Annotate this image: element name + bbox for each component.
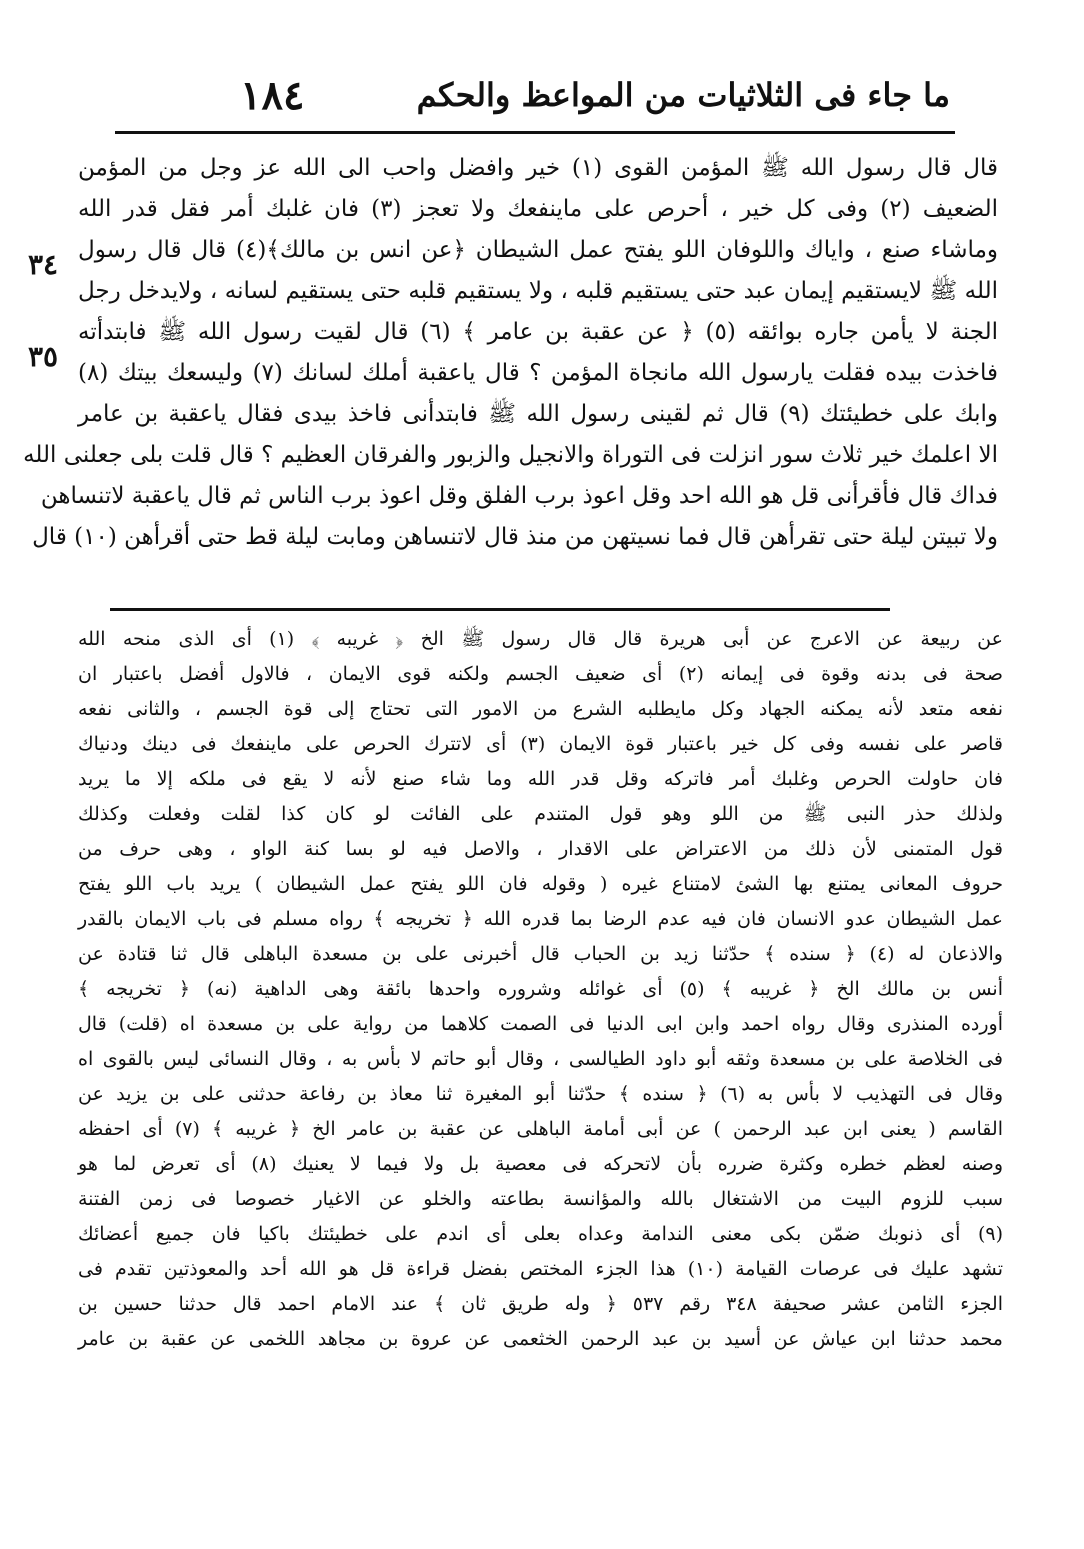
footnote-separator (110, 608, 890, 611)
page-header (240, 70, 950, 120)
header-rule (115, 131, 955, 134)
hadith-number: ٣٥ (28, 340, 59, 373)
footnote-line: قاصر على نفسه وفى كل خير باعتبار قوة الايمان (٣) أى لاتترك الحرص على ماينفعك فى دينك ودنياك (78, 733, 1003, 755)
text-line: قال قال رسول الله ﷺ المؤمن القوى (١) خير وافضل واحب الى الله عز وجل من المؤمن (78, 155, 999, 181)
text-line: الجنة لا يأمن جاره بوائقه (٥) ﴿ عن عقبة بن عامر ﴾ (٦) قال لقيت رسول الله ﷺ فابتدأته (78, 319, 999, 345)
footnote-line: الجزء الثامن عشر صحيفة ٣٤٨ رقم ٥٣٧ ﴿ وله طريق ثان ﴾ عند الامام احمد قال حدثنا حسين بن (78, 1293, 1003, 1315)
footnote-line: وصنه لعظم خطره وكثرة ضرره بأن لاتحركه فى معصية بل ولا فيما لا يعنيك (٨) أى تعرض لما هو (78, 1153, 1003, 1175)
text-line: فاخذت بيده فقلت يارسول الله مانجاة المؤمن ؟ قال ياعقبة أملك لسانك (٧) وليسعك بيتك (٨) (78, 360, 998, 386)
footnote-line: قول المتمنى لأن ذلك من الاعتراض على الاقدار ، والاصل فيه لو بسا كنة الواو ، وهى حرف من (78, 838, 1003, 860)
text-line: وماشاء صنع ، واياك واللوفان اللو يفتح عمل الشيطان ﴿عن انس بن مالك﴾(٤) قال قال رسول (78, 237, 998, 263)
text-line: الضعيف (٢) وفى كل خير ، أحرص على ماينفعك ولا تعجز (٣) فان غلبك أمر فقل قدر الله (78, 196, 998, 222)
footnote-line: فان حاولت الحرص وغلبك أمر فاتركه وقل قدر الله وما شاء صنع لأنه لا يقع فى ملكه إلا ما يريد (78, 768, 1003, 790)
hadith-number: ٣٤ (28, 248, 59, 281)
footnote-line: سبب للزوم البيت من الاشتغال بالله والمؤانسة بطاعته والخلو عن الاغيار خصوصا فى زمن الفتنة (78, 1188, 1003, 1210)
footnote-line: نفعه متعد لأنه يمكنه الجهاد وكل مايطلبه الشرع من الامور التى تحتاج إلى قوة الجسم ، والثانى نفعه (78, 698, 1003, 720)
text-line: فداك قال فأقرأنى قل هو الله احد وقل اعوذ برب الفلق وقل اعوذ برب الناس ثم قال ياعقبة لاتنساهن (40, 483, 998, 509)
page-number: ١٨٤ (240, 71, 305, 119)
footnote-line: أورده المنذرى وقال رواه احمد وابن ابى الدنيا فى الصمت كلاهما من رواية على بن مسعدة اه (قلت) قال (78, 1013, 1003, 1035)
running-title: ما جاء فى الثلاثيات من المواعظ والحكم (416, 76, 950, 114)
footnote-line: أنس بن مالك الخ ﴿ غريبه ﴾ (٥) أى غوائله وشروره واحدها بائقة وهى الداهية (نه) ﴿ تخريجه ﴾ (78, 978, 1003, 1000)
footnote-line: والاذعان له (٤) ﴿ سنده ﴾ حدّثنا زيد بن الحباب قال أخبرنى على بن مسعدة الباهلى قال ثنا قتادة عن (78, 943, 1003, 965)
text-line: وابك على خطيئتك (٩) قال ثم لقينى رسول الله ﷺ فابتدأنى فاخذ بيدى فقال ياعقبة بن عامر (78, 401, 998, 427)
text-line: ولا تبيتن ليلة حتى تقرأهن قال فما نسيتهن من منذ قال لاتنساهن ومابت ليلة قط حتى أقرأهن (١٠) قال (32, 524, 998, 550)
footnotes (78, 622, 1003, 1357)
footnote-line: القاسم ( يعنى ابن عبد الرحمن ) عن أبى أمامة الباهلى عن عقبة بن عامر الخ ﴿ غريبه ﴾ (٧) أى احفظه (78, 1118, 1003, 1140)
footnote-line: ولذلك حذر النبى ﷺ من اللو وهو قول المتندم على الفائت لو كان كذا لقلت وفعلت وكذلك (78, 803, 1003, 825)
footnote-line: عمل الشيطان عدو الانسان فان فيه عدم الرضا بما قدره الله ﴿ تخريجه ﴾ رواه مسلم فى باب الايمان بالقدر (78, 908, 1003, 930)
footnote-line: فى الخلاصة على بن مسعدة وثقه أبو داود الطيالسى ، وقال أبو حاتم لا بأس به ، وقال النسائى ليس بالقوى اه (78, 1048, 1003, 1070)
footnote-line: محمد حدثنا ابن عياش عن أسيد بن عبد الرحمن الخثعمى عن عروة بن مجاهد اللخمى عن عقبة بن عامر (78, 1328, 1003, 1350)
footnote-line: تشهد عليك فى عرصات القيامة (١٠) هذا الجزء المختص بفضل قراءة قل هو الله أحد والمعوذتين تقدم فى (78, 1258, 1003, 1280)
footnote-line: (٩) أى ذنوبك ضمّن بكى معنى الندامة وعداه بعلى أى اندم على خطيئتك باكيا فان جميع أعضائك (78, 1223, 1003, 1245)
footnote-line: عن ربيعة عن الاعرج عن أبى هريرة قال قال رسول ﷺ الخ ﴿ غريبه ﴾ (١) أى الذى منحه الله (78, 628, 1003, 650)
footnote-line: وقال فى التهذيب لا بأس به (٦) ﴿ سنده ﴾ حدّثنا أبو المغيرة ثنا معاذ بن رفاعة حدثنى على بن يزيد عن (78, 1083, 1003, 1105)
footnote-line: صحة فى بدنه وقوة فى إيمانه (٢) أى ضعيف الجسم ولكنه قوى الايمان ، فالاول أفضل باعتبار ان (78, 663, 1003, 685)
footnote-line: حروف المعانى يمتنع بها الشئ لامتناع غيره ( وقوله فان اللو يفتح عمل الشيطان ) يريد باب اللو يفتح (78, 873, 1003, 895)
text-line: الله ﷺ لايستقيم إيمان عبد حتى يستقيم قلبه ، ولا يستقيم قلبه حتى يستقيم لسانه ، ولايدخل رجل (78, 278, 998, 304)
text-line: الا اعلمك خير ثلاث سور انزلت فى التوراة والانجيل والزبور والفرقان العظيم ؟ قال قلت بلى جعلنى الله (23, 442, 998, 468)
